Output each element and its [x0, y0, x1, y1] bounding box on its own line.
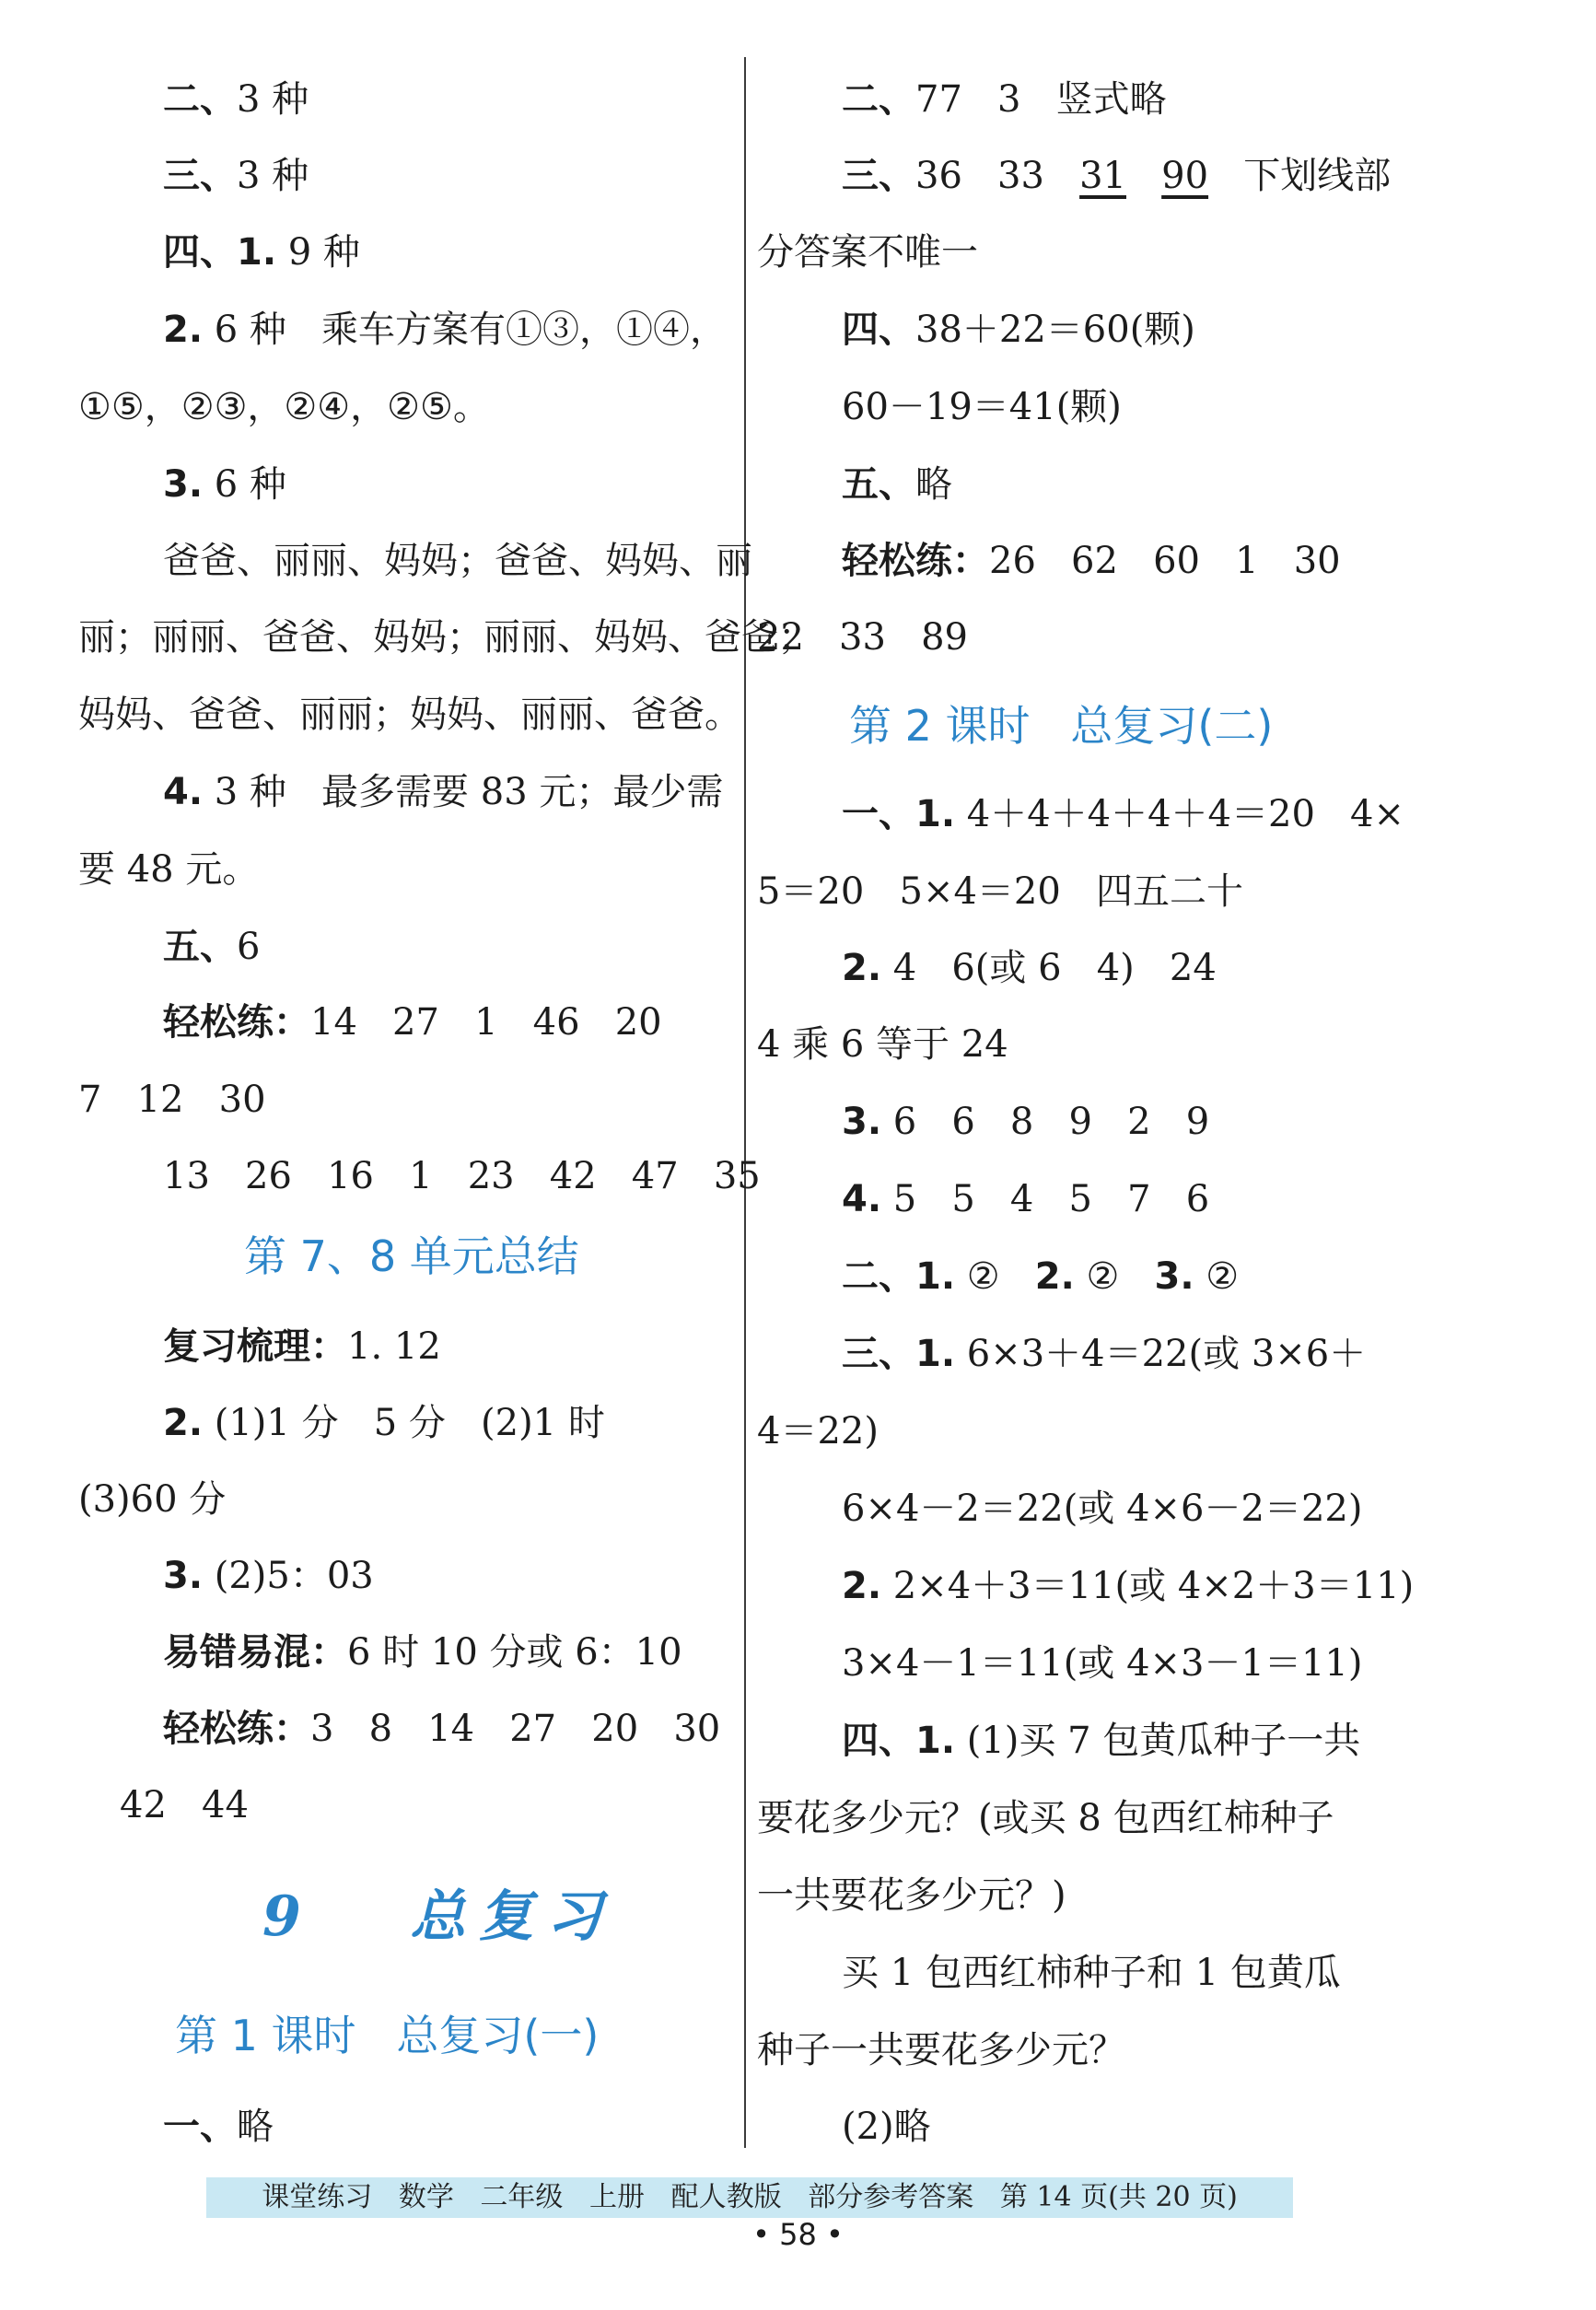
answer-line: 3×4－1＝11(或 4×3－1＝11): [842, 1642, 1363, 1685]
answer-line: 轻松练：14 27 1 46 20: [163, 1001, 662, 1044]
answer-line: ①⑤，②③，②④，②⑤。: [78, 386, 490, 428]
underlined-answer: 31: [1079, 155, 1126, 197]
answer-line: 13 26 16 1 23 42 47 35: [163, 1155, 761, 1197]
answer-line: 60－19＝41(颗): [842, 386, 1122, 428]
answer-line: 二、3 种: [163, 78, 309, 121]
answer-line: 爸爸、丽丽、妈妈；爸爸、妈妈、丽: [163, 540, 752, 582]
answer-line: 4. 3 种 最多需要 83 元；最少需: [163, 771, 724, 813]
answer-line: (3)60 分: [78, 1478, 227, 1521]
answer-line: 轻松练：3 8 14 27 20 30: [163, 1708, 721, 1750]
lesson-2-title: 第 2 课时 总复习(二): [849, 701, 1274, 751]
answer-line: 四、1. 9 种: [163, 231, 360, 274]
answer-line: 复习梳理：1. 12: [163, 1325, 441, 1368]
answer-line: 轻松练：26 62 60 1 30: [842, 540, 1341, 582]
answer-line: 买 1 包西红柿种子和 1 包黄瓜: [842, 1952, 1341, 1994]
answer-line: 要 48 元。: [78, 848, 260, 891]
answer-line: 丽；丽丽、爸爸、妈妈；丽丽、妈妈、爸爸；: [78, 616, 815, 659]
answer-line: 5＝20 5×4＝20 四五二十: [757, 870, 1243, 913]
answer-line: 4＝22): [757, 1410, 879, 1452]
footer-banner: 课堂练习 数学 二年级 上册 配人教版 部分参考答案 第 14 页(共 20 页): [206, 2177, 1293, 2218]
chapter-title: 9 总复习: [262, 1884, 615, 1949]
answer-line: 易错易混：6 时 10 分或 6：10: [163, 1631, 682, 1674]
answer-line: 五、略: [842, 463, 952, 506]
answer-line: 妈妈、爸爸、丽丽；妈妈、丽丽、爸爸。: [78, 694, 741, 736]
answer-line: 一共要花多少元？): [757, 1874, 1066, 1917]
answer-line: 7 12 30: [78, 1079, 266, 1121]
answer-line: 2. 2×4＋3＝11(或 4×2＋3＝11): [842, 1565, 1415, 1607]
answer-line: 3. (2)5：03: [163, 1555, 374, 1597]
answer-line: 一、略: [163, 2106, 274, 2148]
answer-line: 2. (1)1 分 5 分 (2)1 时: [163, 1402, 605, 1444]
answer-line: 一、1. 4＋4＋4＋4＋4＝20 4×: [842, 793, 1404, 835]
answer-line: 4 乘 6 等于 24: [757, 1023, 1008, 1066]
answer-line: 6×4－2＝22(或 4×6－2＝22): [842, 1488, 1363, 1530]
answer-line: 四、1. (1)买 7 包黄瓜种子一共: [842, 1720, 1361, 1762]
answer-line: 二、77 3 竖式略: [842, 78, 1167, 121]
answer-line: 3. 6 种: [163, 463, 286, 506]
answer-line: 2. 6 种 乘车方案有①③，①④，: [163, 309, 728, 351]
answer-line: 四、38＋22＝60(颗): [842, 309, 1195, 351]
answer-line: 种子一共要花多少元？: [757, 2029, 1125, 2071]
answer-line: 二、1. ② 2. ② 3. ②: [842, 1255, 1240, 1298]
lesson-1-title: 第 1 课时 总复习(一): [175, 2011, 600, 2060]
answer-line: 三、36 33 31 90 下划线部: [842, 155, 1392, 197]
answer-line: 4. 5 5 4 5 7 6: [842, 1178, 1210, 1220]
answer-line: 22 33 89: [757, 616, 968, 659]
answer-line: 3. 6 6 8 9 2 9: [842, 1101, 1210, 1143]
answer-line: 三、3 种: [163, 155, 309, 197]
section-title-unit-7-8: 第 7、8 单元总结: [244, 1231, 579, 1281]
answer-line: 三、1. 6×3＋4＝22(或 3×6＋: [842, 1333, 1367, 1375]
answer-line: 要花多少元？(或买 8 包西红柿种子: [757, 1797, 1334, 1839]
answer-line: 分答案不唯一: [757, 231, 978, 274]
column-divider: [744, 57, 746, 2148]
answer-line: (2)略: [842, 2106, 931, 2148]
answer-line: 2. 4 6(或 6 4) 24: [842, 947, 1217, 989]
answer-line: 42 44: [120, 1784, 249, 1826]
page-number: • 58 •: [752, 2217, 844, 2252]
underlined-answer: 90: [1161, 155, 1209, 197]
answer-line: 五、6: [163, 926, 261, 968]
